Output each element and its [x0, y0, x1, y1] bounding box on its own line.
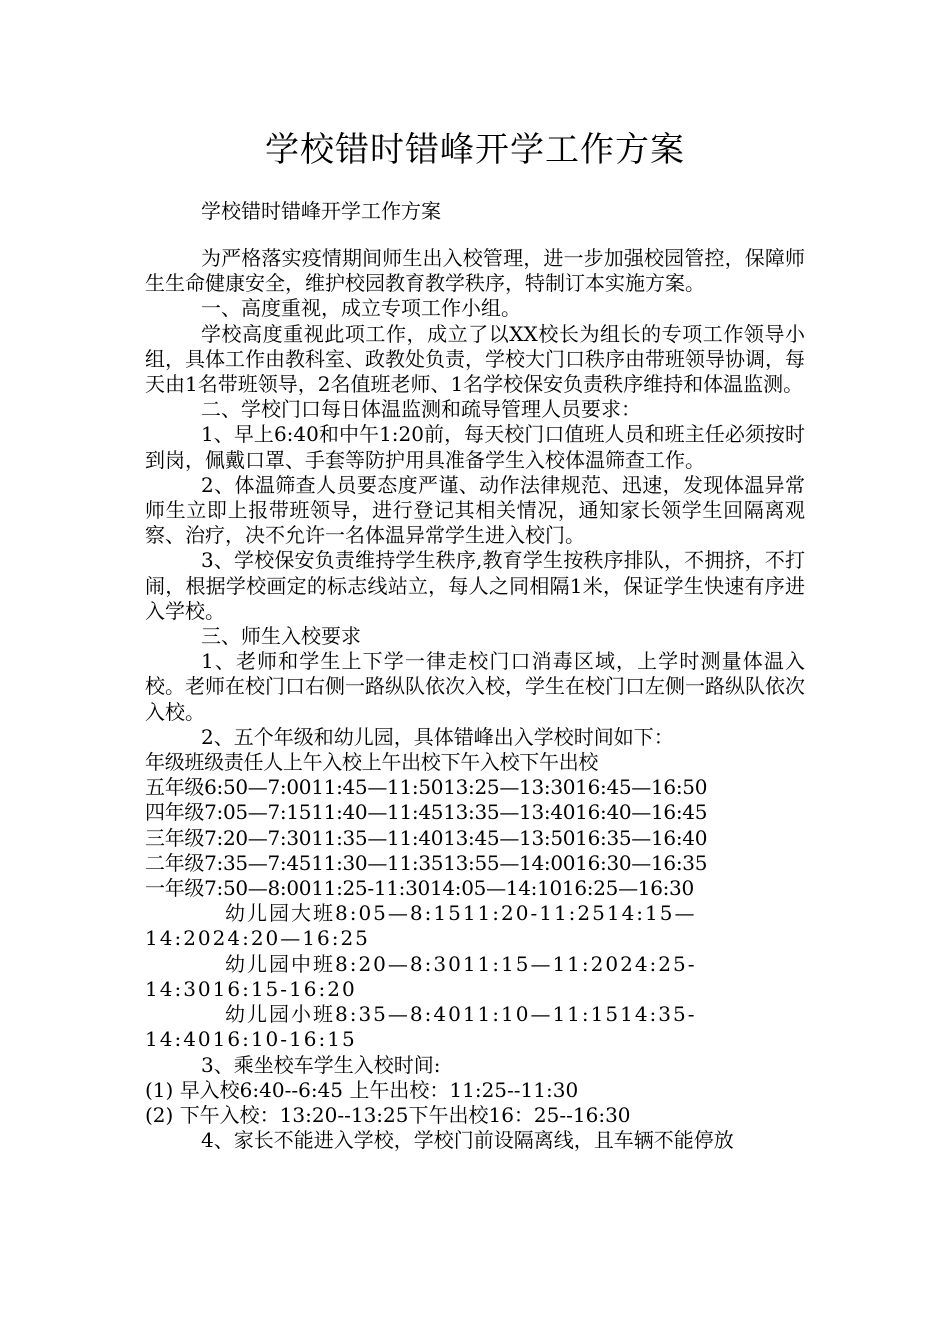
document-title: 学校错时错峰开学工作方案 [265, 130, 685, 170]
schedule-row: 四年级7:05—7:1511:40—11:4513:35—13:4016:40—16:45 [145, 800, 708, 825]
section-3-item-2: 2、五个年级和幼儿园，具体错峰出入学校时间如下： [201, 724, 674, 749]
section-2-item-1: 1、早上6:40和中午1:20前，每天校门口值班人员和班主任必须按时到岗，佩戴口罩、手套等防护用具准备学生入校体温筛查工作。 [145, 422, 805, 472]
schedule-row: 二年级7:35—7:4511:30—11:3513:55—14:0016:30—16:35 [145, 850, 708, 875]
kindergarten-row: 幼儿园中班8:20—8:3011:15—11:2024:25-14:3016:15-16:20 [145, 951, 697, 1001]
section-3-heading: 三、师生入校要求 [201, 624, 361, 649]
schedule-row: 一年级7:50—8:0011:25-11:3014:05—14:1016:25—16:30 [145, 876, 694, 901]
intro-paragraph: 为严格落实疫情期间师生出入校管理，进一步加强校园管控，保障师生生命健康安全，维护校园教育教学秩序，特制订本实施方案。 [145, 246, 805, 296]
bus-time-1: (1) 早入校6:40--6:45 上午出校：11:25--11:30 [145, 1077, 579, 1102]
schedule-row: 三年级7:20—7:3011:35—11:4013:45—13:5016:35—16:40 [145, 825, 708, 850]
section-2-item-3: 3、学校保安负责维持学生秩序,教育学生按秩序排队，不拥挤，不打闹，根据学校画定的标志线站立，每人之同相隔1米，保证学生快速有序进入学校。 [145, 548, 805, 623]
section-2-item-2: 2、体温筛查人员要态度严谨、动作法律规范、迅速，发现体温异常师生立即上报带班领导，进行登记其相关情况，通知家长领学生回隔离观察、治疗，决不允许一名体温异常学生进入校门。 [145, 472, 805, 548]
section-3-item-3: 3、乘坐校车学生入校时间: [201, 1052, 441, 1077]
bus-time-2: (2) 下午入校：13:20--13:25下午出校16：25--16:30 [145, 1102, 631, 1127]
section-1-heading: 一、高度重视，成立专项工作小组。 [201, 296, 521, 321]
kindergarten-row: 幼儿园大班8:05—8:1511:20-11:2514:15—14:2024:20—16:25 [145, 901, 697, 951]
document-body [145, 246, 805, 1153]
section-3-item-1: 1、老师和学生上下学一律走校门口消毒区域，上学时测量体温入校。老师在校门口右侧一路纵队依次入校，学生在校门口左侧一路纵队依次入校。 [145, 649, 805, 724]
section-2-heading: 二、学校门口每日体温监测和疏导管理人员要求： [201, 397, 641, 422]
schedule-row: 五年级6:50—7:0011:45—11:5013:25—13:3016:45—16:50 [145, 775, 708, 800]
section-3-item-4: 4、家长不能进入学校，学校门前设隔离线，且车辆不能停放 [201, 1128, 734, 1153]
document-subtitle: 学校错时错峰开学工作方案 [201, 199, 441, 223]
schedule-header: 年级班级责任人上午入校上午出校下午入校下午出校 [145, 750, 599, 775]
kindergarten-row: 幼儿园小班8:35—8:4011:10—11:1514:35-14:4016:10-16:15 [145, 1002, 697, 1052]
section-1-body: 学校高度重视此项工作，成立了以XX校长为组长的专项工作领导小组，具体工作由教科室、政教处负责，学校大门口秩序由带班领导协调，每天由1名带班领导，2名值班老师、1名学校保安负责秩序维持和体温监测。 [145, 321, 805, 397]
